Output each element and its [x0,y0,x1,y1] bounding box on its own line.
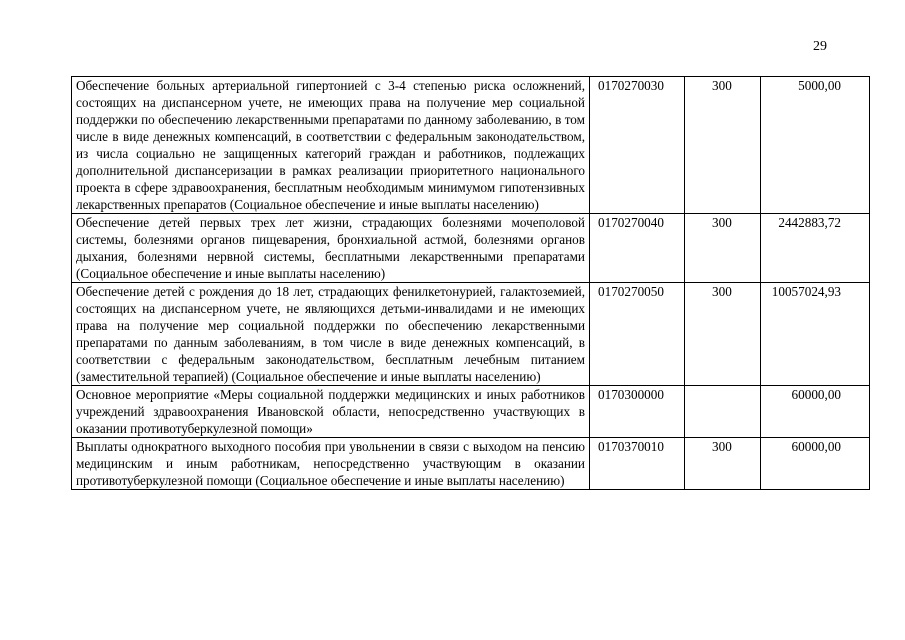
row-expense-type: 300 [685,438,761,490]
table-row [72,438,870,490]
row-description: Обеспечение детей с рождения до 18 лет, страдающих фенилкетонурией, галактоземией, состоящих на диспансерном учете, не являющихся детьми-инвалидами и не имеющих права на получение мер социальной поддержки по обеспечению лекарственными препаратами по данным заболеваниям, в том числе в виде денежных компенсаций, в соответствии с федеральным законодательством, бесплатным лечебным питанием (заместительной терапией) (Социальное обеспечение и иные выплаты населению) [72,283,590,386]
row-expense-type: 300 [685,214,761,283]
table-row [72,283,870,386]
table-row [72,214,870,283]
row-amount: 10057024,93 [761,283,870,386]
row-target-code: 0170370010 [590,438,685,490]
row-description: Обеспечение больных артериальной гипертонией с 3-4 степенью риска осложнений, состоящих на диспансерном учете, не имеющих права на получение мер социальной поддержки по обеспечению лекарственными препаратами по данному заболеванию, в том числе в виде денежных компенсаций, в соответствии с федеральным законодательством, из числа социально не защищенных категорий граждан и работников, подлежащих дополнительной диспансеризации в рамках реализации приоритетного национального проекта в сфере здравоохранения, бесплатным необходимым минимумом гипотензивных лекарственных препаратов (Социальное обеспечение и иные выплаты населению) [72,77,590,214]
row-target-code: 0170270040 [590,214,685,283]
row-amount: 60000,00 [761,386,870,438]
row-amount: 2442883,72 [761,214,870,283]
row-amount: 60000,00 [761,438,870,490]
row-expense-type: 300 [685,77,761,214]
page-number: 29 [813,39,827,54]
row-description: Основное мероприятие «Меры социальной поддержки медицинских и иных работников учреждений здравоохранения Ивановской области, непосредственно участвующих в оказании противотуберкулезной помощи» [72,386,590,438]
table-row [72,386,870,438]
table-row [72,77,870,214]
row-description: Обеспечение детей первых трех лет жизни, страдающих болезнями мочеполовой системы, болезнями органов пищеварения, бронхиальной астмой, болезнями органов дыхания, болезнями нервной системы, бесплатными лекарственными препаратами (Социальное обеспечение и иные выплаты населению) [72,214,590,283]
row-description: Выплаты однократного выходного пособия при увольнении в связи с выходом на пенсию медицинским и иным работникам, непосредственно участвующим в оказании противотуберкулезной помощи (Социальное обеспечение и иные выплаты населению) [72,438,590,490]
row-expense-type: 300 [685,283,761,386]
row-target-code: 0170270030 [590,77,685,214]
row-expense-type [685,386,761,438]
row-amount: 5000,00 [761,77,870,214]
budget-table [71,76,870,490]
row-target-code: 0170300000 [590,386,685,438]
row-target-code: 0170270050 [590,283,685,386]
